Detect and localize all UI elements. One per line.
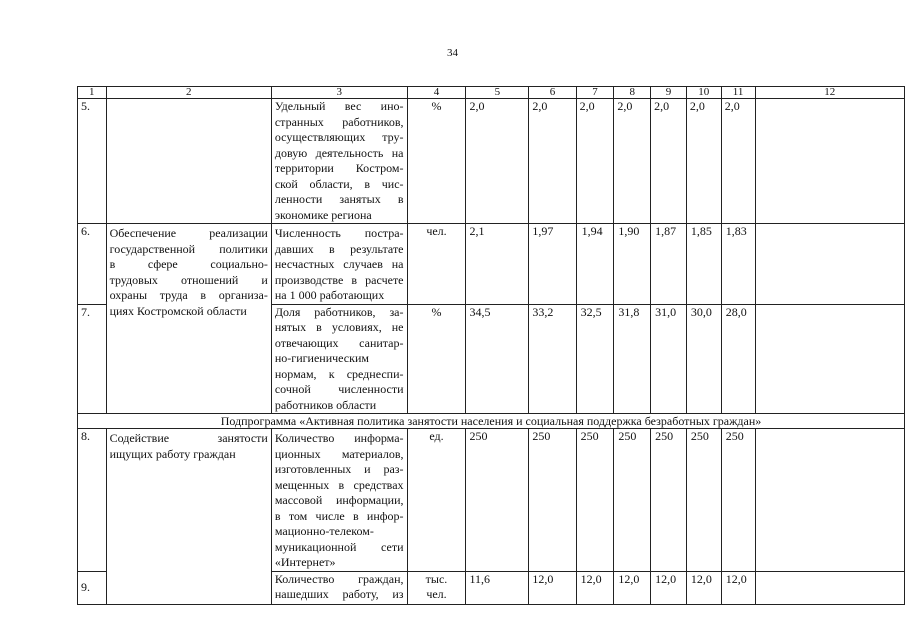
indicator-cell: [271, 304, 407, 414]
value-cell: 250: [576, 429, 614, 572]
unit-cell: %: [407, 304, 466, 414]
indicator-line: изготовленных и раз-: [274, 462, 404, 476]
indicator-line: несчастных случаев на: [274, 257, 404, 271]
value-cell: 34,5: [466, 304, 529, 414]
value-cell: 2,1: [466, 224, 529, 305]
unit-line: чел.: [426, 587, 447, 601]
header-cell: 12: [755, 87, 904, 99]
task-line: в сфере социально-: [109, 257, 268, 271]
value-cell: 1,83: [721, 224, 755, 305]
table-row: [78, 224, 905, 305]
subprogram-title: Подпрограмма «Активная политика занятости населения и социальная поддержка безработных граждан»: [78, 414, 905, 429]
value-cell: 250: [529, 429, 576, 572]
value-cell: 250: [651, 429, 687, 572]
value-cell: 33,2: [529, 304, 576, 414]
notes-cell: [755, 571, 904, 604]
value-cell: 250: [721, 429, 755, 572]
indicator-cell: [271, 224, 407, 305]
header-cell: 3: [271, 87, 407, 99]
indicator-line: работников области: [274, 397, 377, 412]
unit-cell: ед.: [407, 429, 466, 572]
value-cell: 12,0: [721, 571, 755, 604]
value-cell: 2,0: [721, 99, 755, 224]
value-cell: 32,5: [576, 304, 614, 414]
value-cell: 12,0: [651, 571, 687, 604]
task-line: циях Костромской области: [109, 303, 247, 318]
value-cell: 1,85: [686, 224, 721, 305]
value-cell: 12,0: [614, 571, 651, 604]
unit-cell: [407, 571, 466, 604]
value-cell: 2,0: [651, 99, 687, 224]
value-cell: 1,97: [529, 224, 576, 305]
header-cell: 9: [651, 87, 687, 99]
indicator-cell: [271, 571, 407, 604]
indicator-line: экономике региона: [274, 207, 372, 222]
indicator-line: Количество информа-: [274, 431, 404, 445]
header-row: [78, 87, 905, 99]
indicators-table: [77, 86, 905, 605]
value-cell: 28,0: [721, 304, 755, 414]
unit-cell: %: [407, 99, 466, 224]
value-cell: 2,0: [529, 99, 576, 224]
value-cell: 1,94: [576, 224, 614, 305]
indicator-line: ленности занятых в: [274, 192, 404, 206]
indicator-line: но-гигиеническим: [274, 351, 369, 365]
row-number: 9.: [78, 571, 107, 604]
value-cell: 2,0: [466, 99, 529, 224]
value-cell: 30,0: [686, 304, 721, 414]
indicator-cell: [271, 99, 407, 224]
task-line: государственной политики: [109, 241, 268, 256]
task-cell: [106, 99, 271, 224]
indicator-line: нашедших работу, из: [274, 587, 404, 601]
row-number: 8.: [78, 429, 107, 572]
indicator-line: муникационной сети: [274, 539, 404, 554]
row-number: 5.: [78, 99, 107, 224]
indicator-line: Количество граждан,: [274, 571, 404, 586]
header-cell: 4: [407, 87, 466, 99]
value-cell: 12,0: [576, 571, 614, 604]
row-number: 6.: [78, 224, 107, 305]
value-cell: 1,90: [614, 224, 651, 305]
header-cell: 8: [614, 87, 651, 99]
indicator-line: мещенных в средствах: [274, 477, 404, 492]
unit-cell: чел.: [407, 224, 466, 305]
indicator-line: странных работников,: [274, 114, 404, 129]
subprogram-row: [78, 414, 905, 429]
value-cell: 12,0: [686, 571, 721, 604]
indicator-line: в том числе в инфор-: [274, 508, 404, 523]
value-cell: 1,87: [651, 224, 687, 305]
header-cell: 11: [721, 87, 755, 99]
indicator-line: на 1 000 работающих: [274, 288, 385, 302]
header-cell: 1: [78, 87, 107, 99]
indicator-line: давших в результате: [274, 241, 404, 256]
indicator-cell: [271, 429, 407, 572]
row-number: 7.: [78, 304, 107, 414]
header-cell: 7: [576, 87, 614, 99]
indicator-line: территории Костром-: [274, 161, 404, 175]
task-line: Содействие занятости: [109, 431, 268, 445]
indicator-line: Доля работников, за-: [274, 304, 404, 319]
value-cell: 250: [614, 429, 651, 572]
task-cell: [106, 224, 271, 414]
value-cell: 2,0: [614, 99, 651, 224]
indicator-line: ционных материалов,: [274, 446, 404, 461]
page-number: 34: [447, 47, 458, 59]
value-cell: 31,8: [614, 304, 651, 414]
indicator-line: сочной численности: [274, 382, 404, 396]
task-line: охраны труда в организа-: [109, 288, 268, 302]
notes-cell: [755, 224, 904, 305]
notes-cell: [755, 304, 904, 414]
indicator-line: нятых в условиях, не: [274, 320, 404, 334]
indicator-line: довую деятельность на: [274, 145, 404, 160]
task-line: трудовых отношений и: [109, 272, 268, 287]
unit-line: тыс.: [425, 571, 448, 586]
indicator-line: мационно-телеком-: [274, 524, 374, 538]
header-cell: 10: [686, 87, 721, 99]
value-cell: 11,6: [466, 571, 529, 604]
value-cell: 2,0: [576, 99, 614, 224]
table-row: [78, 429, 905, 572]
indicator-line: производстве в расчете: [274, 272, 404, 287]
task-line: Обеспечение реализации: [109, 226, 268, 240]
indicator-line: осуществляющих тру-: [274, 130, 404, 144]
task-line: ищущих работу граждан: [109, 446, 236, 461]
value-cell: 250: [466, 429, 529, 572]
indicator-line: нормам, к среднеспи-: [274, 366, 404, 381]
indicator-line: массовой информации,: [274, 493, 404, 507]
indicator-line: ской области, в чис-: [274, 176, 404, 191]
value-cell: 31,0: [651, 304, 687, 414]
indicator-line: Удельный вес ино-: [274, 99, 404, 113]
value-cell: 2,0: [686, 99, 721, 224]
value-cell: 250: [686, 429, 721, 572]
value-cell: 12,0: [529, 571, 576, 604]
header-cell: 5: [466, 87, 529, 99]
header-cell: 6: [529, 87, 576, 99]
header-cell: 2: [106, 87, 271, 99]
indicator-line: «Интернет»: [274, 555, 336, 569]
notes-cell: [755, 429, 904, 572]
indicator-line: отвечающих санитар-: [274, 335, 404, 350]
task-cell: [106, 429, 271, 605]
indicator-line: Численность постра-: [274, 226, 404, 240]
table-row: [78, 99, 905, 224]
notes-cell: [755, 99, 904, 224]
